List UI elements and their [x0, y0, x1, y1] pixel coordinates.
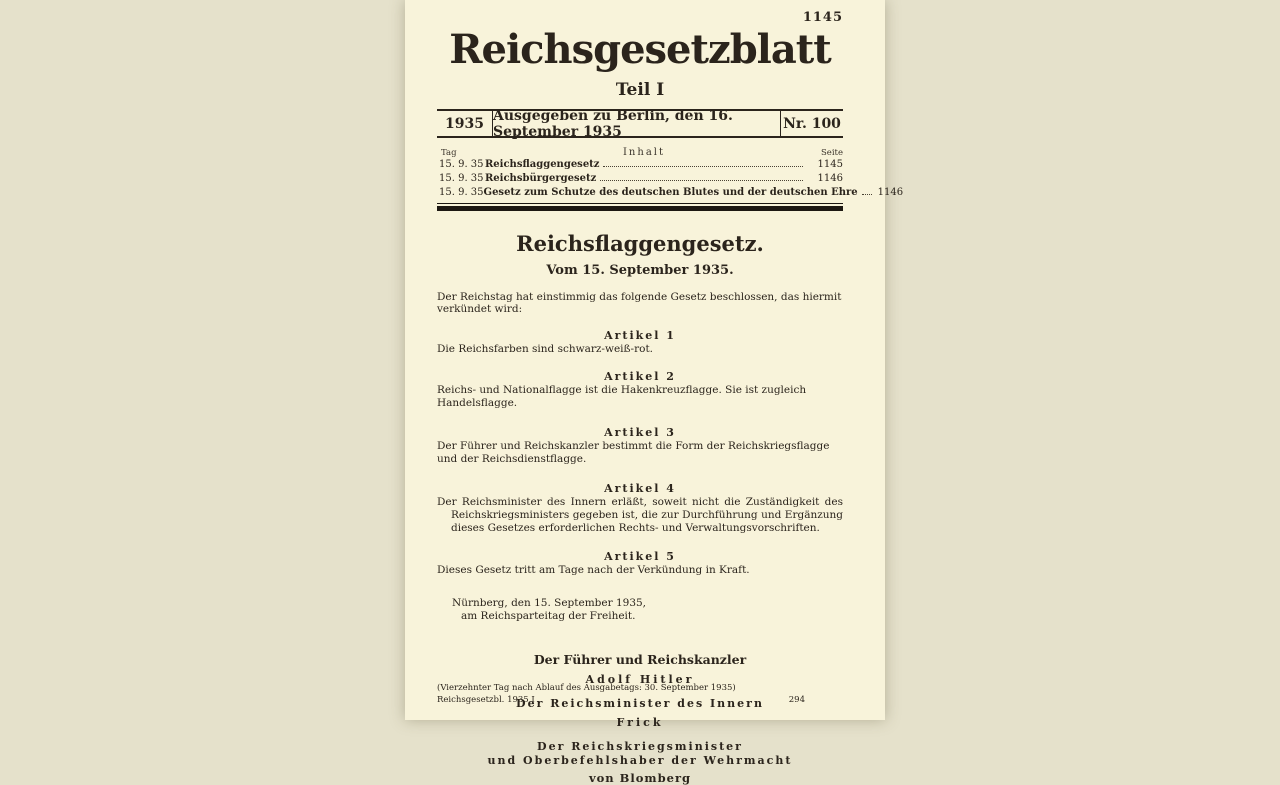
toc-row	[437, 186, 904, 200]
signature-office-kriegsminister-line1: Der Reichskriegsminister	[537, 739, 743, 753]
article-1-heading: Artikel 1	[604, 328, 676, 342]
masthead-subtitle: Teil I	[615, 80, 665, 100]
issue-bar	[437, 109, 843, 138]
signature-name-blomberg: von Blomberg	[588, 770, 692, 785]
dot-leader	[862, 194, 872, 195]
signature-office-innenminister: Der Reichsminister des Innern	[516, 696, 764, 710]
toc-row-page: 1145	[817, 159, 843, 170]
article-3-text: Der Führer und Reichskanzler bestimmt die Form der Reichskriegsflagge und der Reichsdienstflagge.	[437, 439, 830, 465]
dot-leader	[600, 180, 803, 181]
article-1-text: Die Reichsfarben sind schwarz-weiß-rot.	[437, 342, 654, 355]
article-2-heading: Artikel 2	[604, 369, 676, 383]
toc-col-content: Inhalt	[622, 147, 665, 158]
toc-row-date: 15. 9. 35	[439, 173, 484, 184]
dot-leader	[603, 166, 803, 167]
page-number: 1145	[802, 10, 843, 25]
article-3-heading: Artikel 3	[604, 425, 676, 439]
footer-imprint-row	[437, 694, 843, 706]
toc-row-title: Gesetz zum Schutze des deutschen Blutes und der deutschen Ehre	[483, 187, 858, 198]
issue-year: 1935	[437, 111, 493, 136]
table-of-contents	[437, 145, 904, 200]
article-4-heading: Artikel 4	[604, 481, 676, 495]
toc-row	[437, 172, 843, 186]
toc-row-title: Reichsflaggengesetz	[485, 159, 600, 170]
signature-name-frick: Frick	[616, 715, 664, 729]
page-footer	[437, 682, 843, 706]
masthead-title: Reichsgesetzblatt	[449, 26, 831, 73]
toc-row-date: 15. 9. 35	[439, 159, 484, 170]
signature-name-hitler: Adolf Hitler	[585, 672, 695, 686]
footer-sheet-number: 294	[788, 695, 805, 705]
toc-header	[437, 145, 843, 158]
toc-row-page: 1146	[877, 187, 904, 198]
law-preamble: Der Reichstag hat einstimmig das folgende Gesetz beschlossen, das hiermit verkündet wird:	[437, 290, 842, 315]
toc-row-date: 15. 9. 35	[439, 187, 484, 198]
document-page	[405, 0, 904, 785]
law-date-line: Vom 15. September 1935.	[546, 262, 734, 278]
divider-thin-rule	[437, 203, 843, 204]
toc-col-day: Tag	[441, 148, 457, 158]
article-2-text: Reichs- und Nationalflagge ist die Hakenkreuzflagge. Sie ist zugleich Handelsflagge.	[437, 383, 807, 409]
signature-office-kriegsminister-line2: und Oberbefehlshaber der Wehrmacht	[487, 753, 793, 767]
footer-imprint: Reichsgesetzbl. 1935 I	[437, 695, 535, 705]
footer-note: (Vierzehnter Tag nach Ablauf des Ausgabetags: 30. September 1935)	[437, 683, 736, 693]
issue-number: Nr. 100	[783, 115, 841, 132]
law-title: Reichsflaggengesetz.	[516, 230, 764, 256]
issue-place-date: Ausgegeben zu Berlin, den 16. September 1935	[493, 111, 781, 136]
article-4-text: Der Reichsminister des Innern erläßt, soweit nicht die Zuständigkeit des Reichskriegsministers gegeben ist, die zur Durchführung und Ergänzung dieses Gesetzes erforderlichen Rechts- und Verwaltungsvorschriften.	[437, 495, 843, 534]
place-date-block	[437, 597, 843, 623]
divider-thick-rule	[437, 206, 843, 211]
toc-row	[437, 158, 843, 172]
toc-row-page: 1146	[817, 173, 843, 184]
signature-block	[437, 652, 843, 785]
signature-office-fuehrer: Der Führer und Reichskanzler	[533, 651, 747, 667]
toc-row-title: Reichsbürgergesetz	[485, 173, 597, 184]
article-5-heading: Artikel 5	[604, 549, 676, 563]
toc-col-page: Seite	[820, 148, 843, 158]
place-date-line-2: am Reichsparteitag der Freiheit.	[461, 609, 636, 622]
place-date-line-1: Nürnberg, den 15. September 1935,	[452, 596, 647, 609]
article-5-text: Dieses Gesetz tritt am Tage nach der Verkündung in Kraft.	[437, 563, 750, 576]
